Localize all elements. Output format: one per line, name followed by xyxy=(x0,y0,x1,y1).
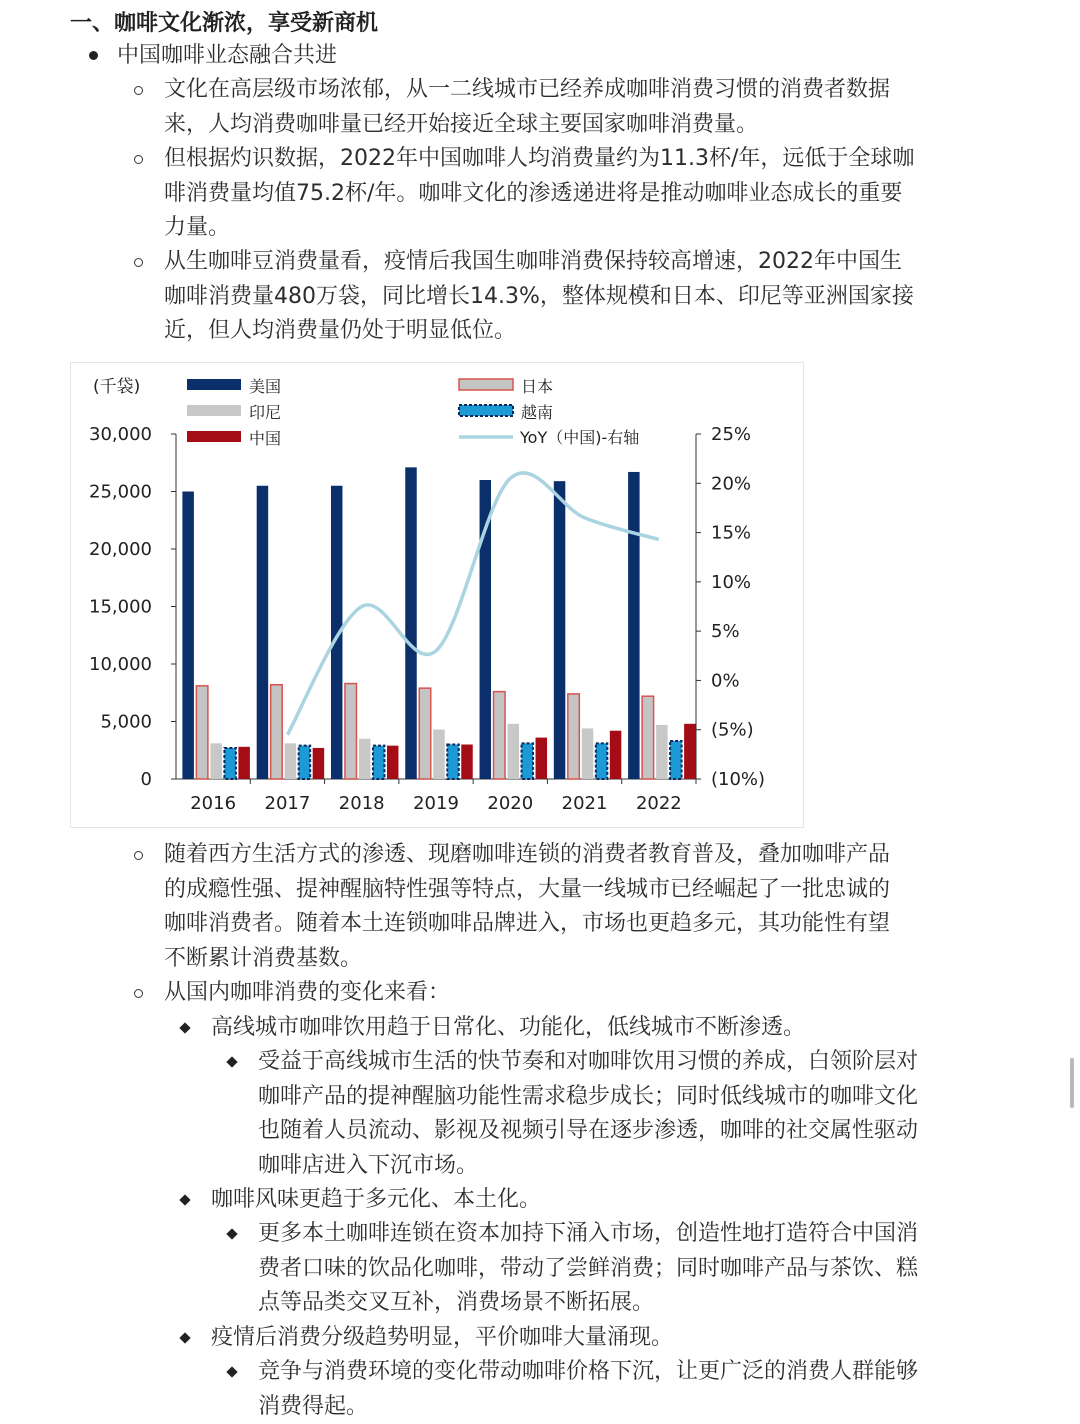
left-tick-label: 25,000 xyxy=(89,481,152,503)
level1-title: 中国咖啡业态融合共进 xyxy=(117,43,338,68)
bullet-circle-icon xyxy=(134,989,143,998)
yoy-line xyxy=(287,473,658,735)
x-tick-label: 2017 xyxy=(264,793,311,814)
bullet-circle-icon xyxy=(134,258,143,267)
bar-vietnam-2017 xyxy=(299,746,311,779)
paragraph-1: 文化在高层级市场浓郁，从一二线城市已经养成咖啡消费习惯的消费者数据 来，人均消费咖啡量已经开始接近全球主要国家咖啡消费量。 xyxy=(164,77,891,137)
bar-vietnam-2020 xyxy=(522,743,534,779)
bar-japan-2022 xyxy=(642,696,654,779)
bar-indonesia-2020 xyxy=(508,724,520,779)
bar-usa-2022 xyxy=(628,472,640,779)
scrollbar-thumb[interactable] xyxy=(1070,1058,1074,1108)
bar-vietnam-2022 xyxy=(670,741,682,779)
x-tick-label: 2019 xyxy=(413,793,459,814)
bar-china-2017 xyxy=(313,748,325,779)
bar-china-2016 xyxy=(238,747,250,779)
left-tick-label: 5,000 xyxy=(100,711,152,733)
subpoint-1: 高线城市咖啡饮用趋于日常化、功能化，低线城市不断渗透。 xyxy=(211,1015,806,1040)
bar-japan-2021 xyxy=(568,694,580,779)
bullet-diamond-icon xyxy=(179,1022,190,1033)
subpoint-1-detail: 受益于高线城市生活的快节奏和对咖啡饮用习惯的养成，白领阶层对 咖啡产品的提神醒脑功能性需求稳步成长；同时低线城市的咖啡文化 也随着人员流动、影视及视频引导在逐步渗透，咖啡的社交属性驱动 咖啡店进入下沉市场。 xyxy=(258,1049,919,1178)
left-tick-label: 20,000 xyxy=(89,539,152,560)
bullet-circle-icon xyxy=(134,86,143,95)
bar-china-2019 xyxy=(461,745,473,780)
right-tick-label: (5%) xyxy=(711,719,754,741)
bar-japan-2020 xyxy=(494,692,506,779)
paragraph-4: 随着西方生活方式的渗透、现磨咖啡连锁的消费者教育普及，叠加咖啡产品 的成瘾性强、提神醒脑特性强等特点，大量一线城市已经崛起了一批忠诚的 咖啡消费者。随着本土连锁咖啡品牌进入，市场也更趋多元，其功能性有望 不断累计消费基数。 xyxy=(164,842,891,971)
subpoint-2-detail: 更多本土咖啡连锁在资本加持下涌入市场，创造性地打造符合中国消 费者口味的饮品化咖啡，带动了尝鲜消费；同时咖啡产品与茶饮、糕 点等品类交叉互补，消费场景不断拓展。 xyxy=(258,1221,919,1315)
subpoint-3-detail: 竞争与消费环境的变化带动咖啡价格下沉，让更广泛的消费人群能够 消费得起。 xyxy=(258,1359,919,1419)
bar-indonesia-2017 xyxy=(285,743,297,779)
left-tick-label: 15,000 xyxy=(89,596,152,618)
subpoint-3: 疫情后消费分级趋势明显，平价咖啡大量涌现。 xyxy=(211,1325,674,1350)
right-tick-label: 5% xyxy=(711,621,740,643)
bullet-diamond-icon xyxy=(179,1332,190,1343)
bar-indonesia-2022 xyxy=(656,725,668,779)
bar-vietnam-2021 xyxy=(596,743,608,779)
x-tick-label: 2018 xyxy=(338,793,385,814)
left-tick-label: 30,000 xyxy=(89,424,152,445)
legend-swatch-vietnam xyxy=(459,405,513,416)
bar-japan-2017 xyxy=(271,685,283,779)
bullet-circle-icon xyxy=(134,851,143,860)
right-tick-label: 25% xyxy=(711,424,752,445)
right-tick-label: 20% xyxy=(711,473,752,495)
chart-svg xyxy=(71,363,803,827)
legend-swatch-indonesia xyxy=(187,405,241,416)
right-tick-label: 0% xyxy=(711,670,740,692)
bar-indonesia-2016 xyxy=(210,743,222,779)
bar-usa-2017 xyxy=(257,486,269,779)
bar-usa-2019 xyxy=(405,467,417,779)
bullet-diamond-icon xyxy=(226,1366,237,1377)
legend-label-china: 中国 xyxy=(249,429,282,448)
bullet-diamond-icon xyxy=(226,1228,237,1239)
bar-indonesia-2019 xyxy=(433,730,445,779)
bullet-diamond-icon xyxy=(179,1194,190,1205)
paragraph-5: 从国内咖啡消费的变化来看： xyxy=(164,980,451,1005)
bar-vietnam-2016 xyxy=(224,748,236,779)
legend-label-japan: 日本 xyxy=(521,377,554,396)
bar-japan-2019 xyxy=(419,688,431,779)
x-tick-label: 2021 xyxy=(561,793,608,814)
x-tick-label: 2016 xyxy=(190,793,237,814)
coffee-consumption-chart xyxy=(70,362,804,828)
legend-swatch-china xyxy=(187,431,241,442)
unit-label: (千袋) xyxy=(93,377,141,397)
legend-label-vietnam: 越南 xyxy=(521,403,554,422)
bar-vietnam-2019 xyxy=(447,745,459,780)
bar-usa-2021 xyxy=(554,481,566,779)
left-tick-label: 0 xyxy=(140,769,152,790)
x-tick-label: 2022 xyxy=(635,793,682,814)
subpoint-2: 咖啡风味更趋于多元化、本土化。 xyxy=(211,1187,542,1212)
right-tick-label: 10% xyxy=(711,571,752,593)
bar-china-2018 xyxy=(387,746,399,779)
legend-label-usa: 美国 xyxy=(249,377,282,396)
left-tick-label: 10,000 xyxy=(89,654,152,675)
right-tick-label: 15% xyxy=(711,522,752,544)
bullet-diamond-icon xyxy=(226,1056,237,1067)
bar-vietnam-2018 xyxy=(373,746,385,779)
bullet-dot-icon xyxy=(89,51,98,60)
bar-china-2022 xyxy=(684,724,696,779)
bar-china-2020 xyxy=(536,738,548,779)
bar-china-2021 xyxy=(610,731,622,779)
bar-indonesia-2021 xyxy=(582,728,594,779)
legend-swatch-usa xyxy=(187,379,241,390)
bullet-circle-icon xyxy=(134,155,143,164)
legend-swatch-japan xyxy=(459,379,513,390)
bar-japan-2018 xyxy=(345,684,357,779)
paragraph-2: 但根据灼识数据，2022年中国咖啡人均消费量约为11.3杯/年，远低于全球咖 啡消费量均值75.2杯/年。咖啡文化的渗透递进将是推动咖啡业态成长的重要 力量。 xyxy=(164,146,915,240)
bar-indonesia-2018 xyxy=(359,739,371,779)
x-tick-label: 2020 xyxy=(487,793,534,814)
right-tick-label: (10%) xyxy=(711,769,766,790)
legend-label-indonesia: 印尼 xyxy=(249,403,282,422)
paragraph-3: 从生咖啡豆消费量看，疫情后我国生咖啡消费保持较高增速，2022年中国生 咖啡消费量480万袋，同比增长14.3%，整体规模和日本、印尼等亚洲国家接 近，但人均消费量仍处于明显低位。 xyxy=(164,249,914,343)
bar-japan-2016 xyxy=(196,686,208,779)
legend-label-yoy: YoY（中国)-右轴 xyxy=(520,428,640,447)
bar-usa-2016 xyxy=(182,492,194,780)
section-heading: 一、咖啡文化渐浓，享受新商机 xyxy=(70,11,379,36)
